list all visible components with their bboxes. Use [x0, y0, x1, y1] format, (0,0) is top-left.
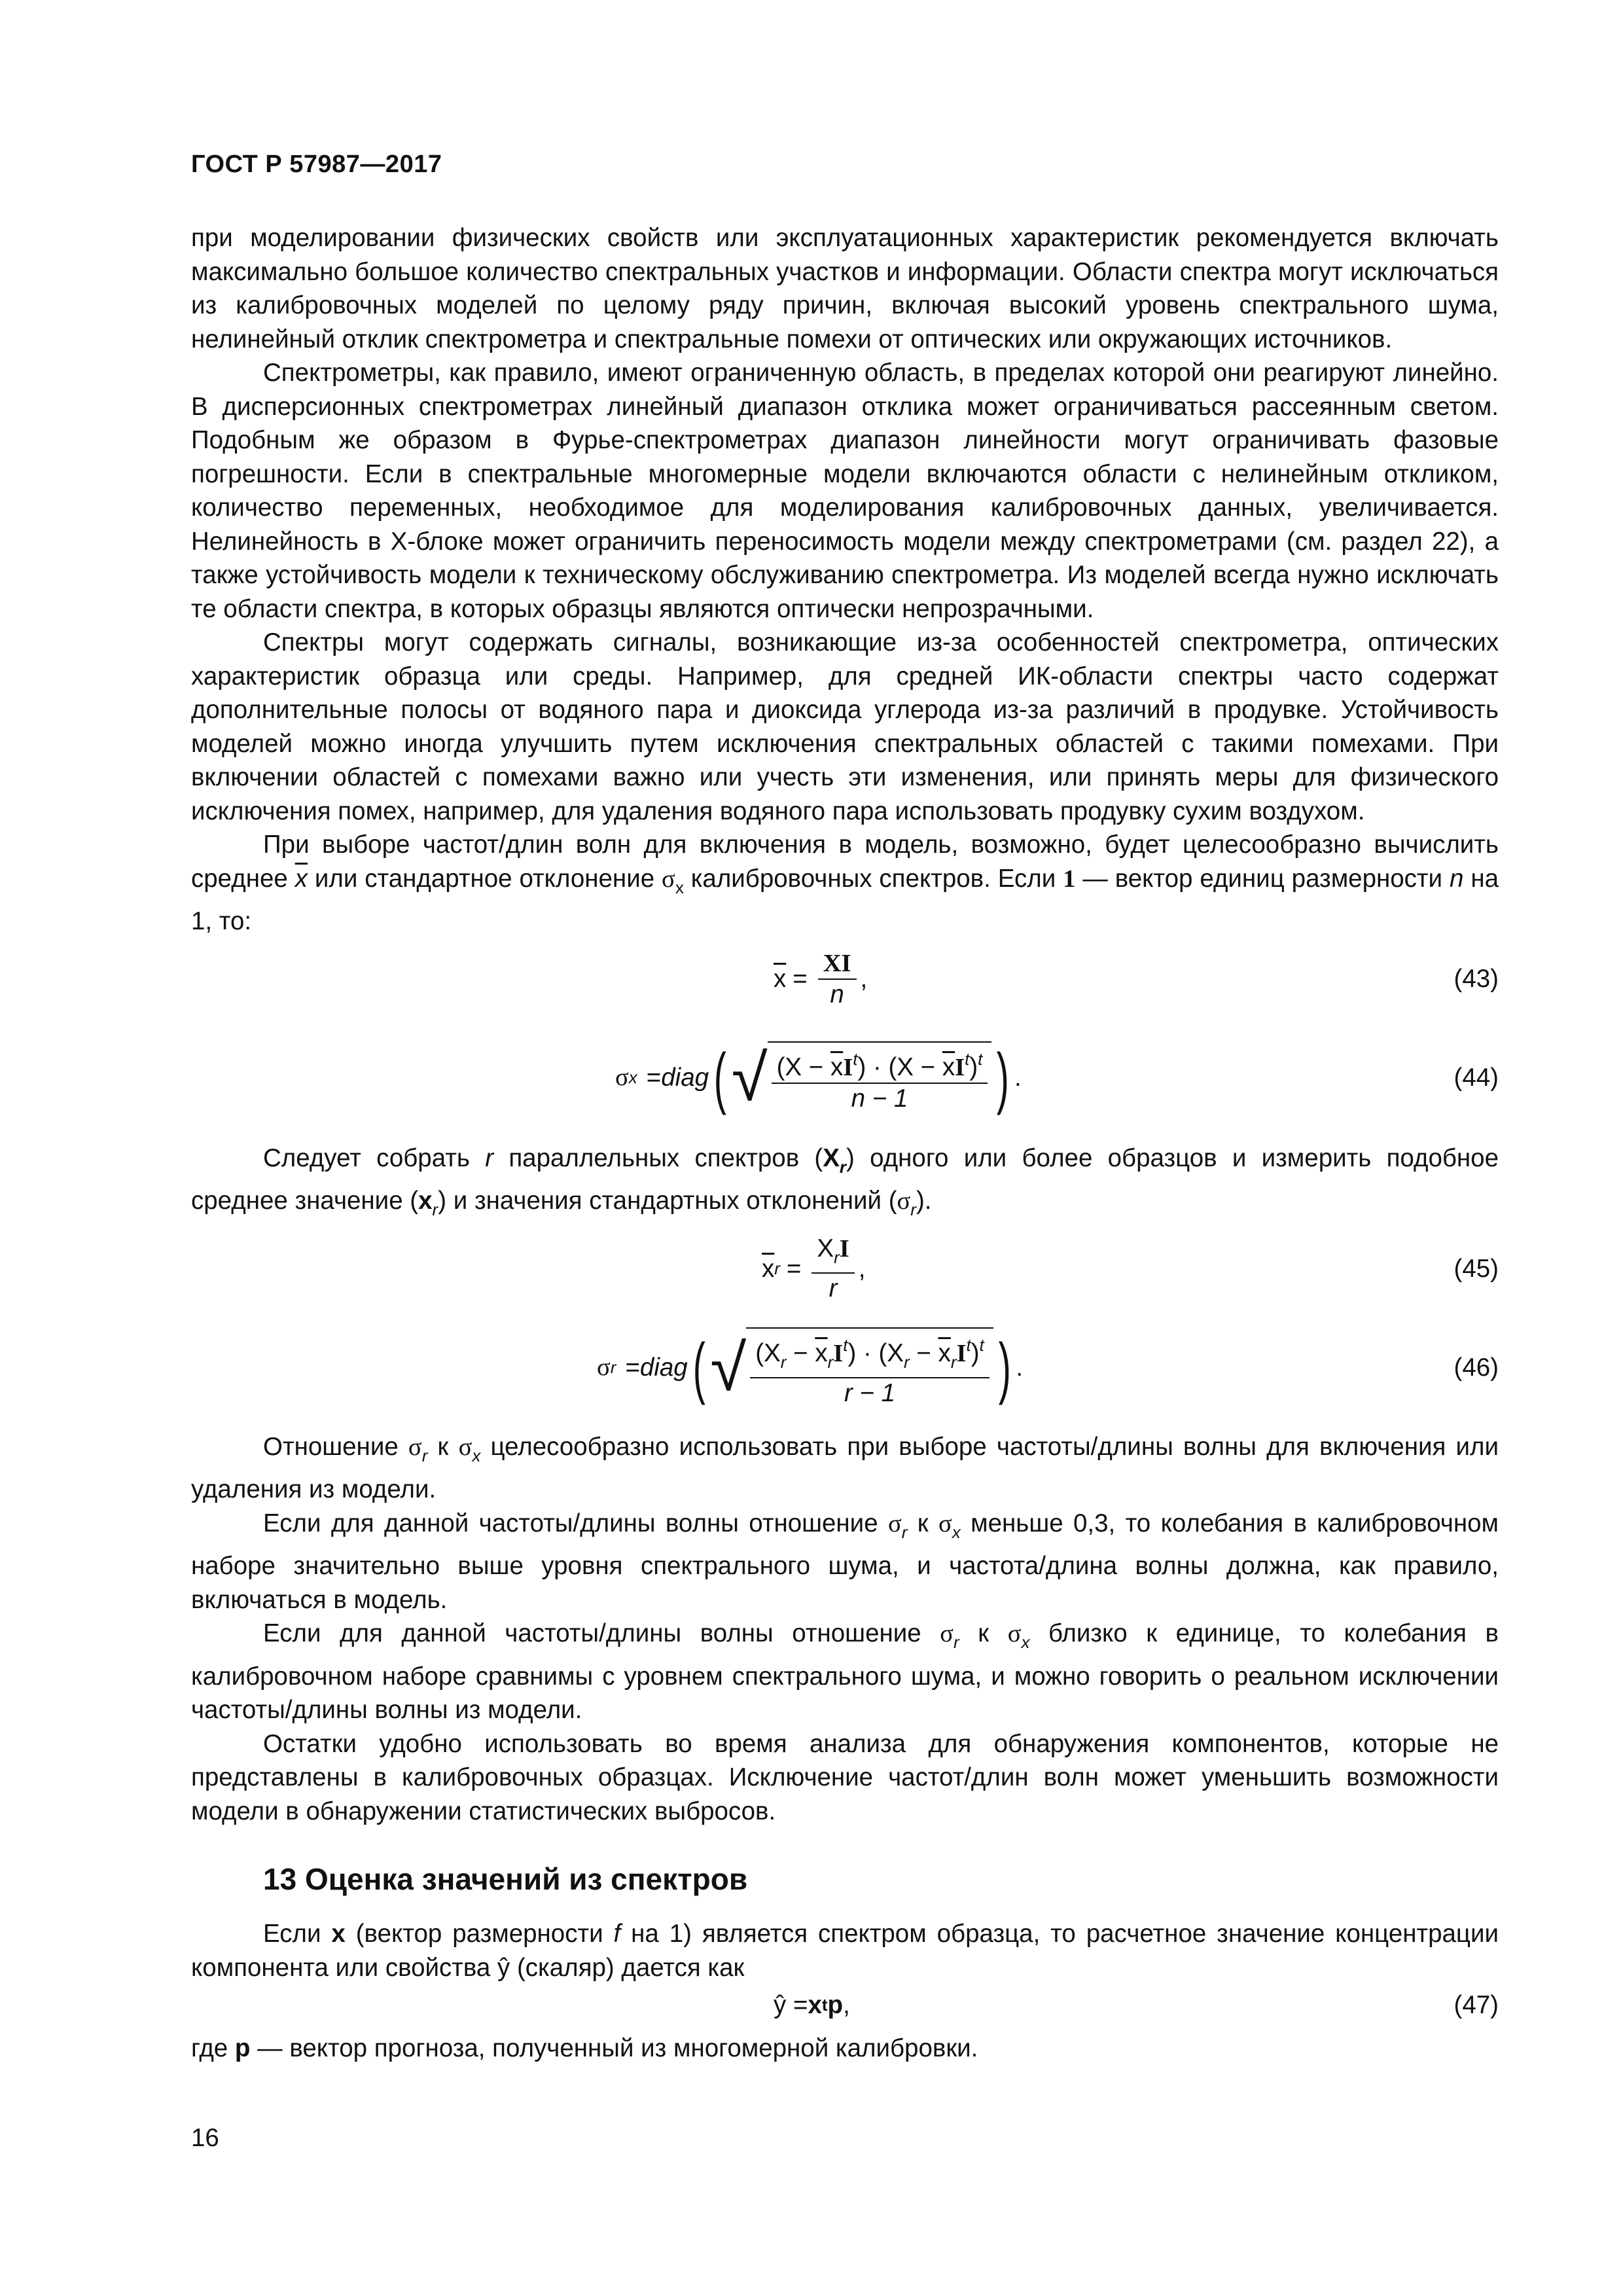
paragraph: Если для данной частоты/длины волны отношение $\sigma_r$ к $\sigma_x$ меньше 0,3, то колебания в калибровочном наборе значительно выше уровня спектрального шума, и частота/длина волны должна, как правило, включаться в модель. — [191, 1509, 1499, 1614]
paragraph: где p — вектор прогноза, полученный из многомерной калибровки. — [191, 2034, 978, 2062]
equation-44: σ x = diag ( √ $\frac{(X - \overline{x}I^t) \cdot (X - \overline{x}I^t)^t}{n - 1}$ ) . (44) — [191, 1029, 1499, 1127]
paragraph: Отношение $\sigma_r$ к $\sigma_x$ целесообразно использовать при выборе частоты/длины волны для включения или удаления из модели. — [191, 1432, 1499, 1503]
square-root: √ $\frac{(X - \overline{x}I^t) \cdot (X - \overline{x}I^t)^t}{n - 1}$ — [732, 1041, 992, 1114]
equation-number: (46) — [1454, 1353, 1499, 1382]
fraction: $\frac{(X_r - \overline{x}_rI^t) \cdot (X_r - \overline{x}_rI^t)^t}{r - 1}$ — [750, 1330, 990, 1408]
equation-46: σ r = diag ( √ $\frac{(X_r - \overline{x}_rI^t) \cdot (X_r - \overline{x}_rI^t)^t}{r - 1}$ ) . (46) — [191, 1319, 1499, 1417]
fraction: $\frac{X_rI}{r}$ — [812, 1234, 854, 1304]
equation-number: (47) — [1454, 1991, 1499, 2019]
square-root: √ $\frac{(X_r - \overline{x}_rI^t) \cdot (X_r - \overline{x}_rI^t)^t}{r - 1}$ — [710, 1327, 993, 1408]
xbar-symbol: $\overline{x}$ — [294, 864, 308, 893]
page-number: 16 — [191, 2124, 219, 2152]
fraction: $\frac{(X - \overline{x}I^t) \cdot (X - \overline{x}I^t)^t}{n - 1}$ — [772, 1044, 988, 1114]
document-header: ГОСТ Р 57987—2017 — [191, 151, 442, 178]
paragraph: при моделировании физических свойств или эксплуатационных характеристик рекомендуется включать максимально большое количество спектральных участков и информации. Области спектра могут исключаться из калибровочных моделей по целому ряду причин, включая высокий уровень спектрального шума, нелинейный отклик спектрометра и спектральные помехи от оптических или окружающих источников. — [191, 224, 1499, 353]
equation-number: (43) — [1454, 964, 1499, 993]
document-body — [191, 221, 1499, 2066]
paragraph: Если x (вектор размерности f на 1) является спектром образца, то расчетное значение концентрации компонента или свойства ŷ (скаляр) дается как — [191, 1920, 1499, 1982]
paragraph: При выборе частот/длин волн для включения в модель, возможно, будет целесообразно вычислить среднее $\overline{x}$ или стандартное отклонение $\sigma_x$ калибровочных спектров. Если 1 — вектор единиц размерности n на 1, то: — [191, 831, 1499, 935]
paragraph: Спектрометры, как правило, имеют ограниченную область, в пределах которой они реагируют линейно. В дисперсионных спектрометрах линейный диапазон отклика может ограничиваться рассеянным светом. Подобным же образом в Фурье-спектрометрах диапазон линейности могут ограничивать фазовые погрешности. Если в спектральные многомерные модели включаются области с нелинейным откликом, количество переменных, необходимое для моделирования калибровочных данных, увеличивается. Нелинейность в Х-блоке может ограничить переносимость модели между спектрометрами (см. раздел 22), а также устойчивость модели к техническому обслуживанию спектрометра. Из моделей всегда нужно исключать те области спектра, в которых образцы являются оптически непрозрачными. — [191, 359, 1499, 623]
paragraph: Остатки удобно использовать во время анализа для обнаружения компонентов, которые не представлены в калибровочных образцах. Исключение частот/длин волн может уменьшить возможности модели в обнаружении статистических выбросов. — [191, 1729, 1499, 1825]
equation-43: $\overline{x}$ = $\frac{XI}{n}$ , (43) — [191, 940, 1499, 1018]
equation-45: $\overline{x}$ r = $\frac{X_rI}{r}$ , (45) — [191, 1230, 1499, 1308]
fraction: $\frac{XI}{n}$ — [818, 948, 857, 1010]
equation-number: (45) — [1454, 1254, 1499, 1283]
paragraph: Если для данной частоты/длины волны отношение $\sigma_r$ к $\sigma_x$ близко к единице, то колебания в калибровочном наборе сравнимы с уровнем спектрального шума, и можно говорить о реальном исключении частоты/длины волны из модели. — [191, 1619, 1499, 1724]
paragraph: Следует собрать r параллельных спектров $(X_r)$ одного или более образцов и измерить подобное среднее значение $(x_r)$ и значения стандартных отклонений $(\sigma_r)$. — [191, 1143, 1499, 1219]
paragraph: Спектры могут содержать сигналы, возникающие из-за особенностей спектрометра, оптических характеристик образца или среды. Например, для средней ИК-области спектры часто содержат дополнительные полосы от водяного пара и диоксида углерода из-за различий в продувке. Устойчивость моделей можно иногда улучшить путем исключения спектральных областей с такими помехами. При включении областей с помехами важно или учесть эти изменения, или принять меры для физического исключения помех, например, для удаления водяного пара использовать продувку сухим воздухом. — [191, 628, 1499, 825]
equation-number: (44) — [1454, 1063, 1499, 1092]
section-heading: 13 Оценка значений из спектров — [263, 1862, 748, 1896]
unit-vector-symbol: 1 — [1063, 865, 1076, 893]
equation-47: ŷ = x t p , (47) — [191, 1984, 1499, 2026]
sigma-symbol: σ — [662, 865, 675, 893]
